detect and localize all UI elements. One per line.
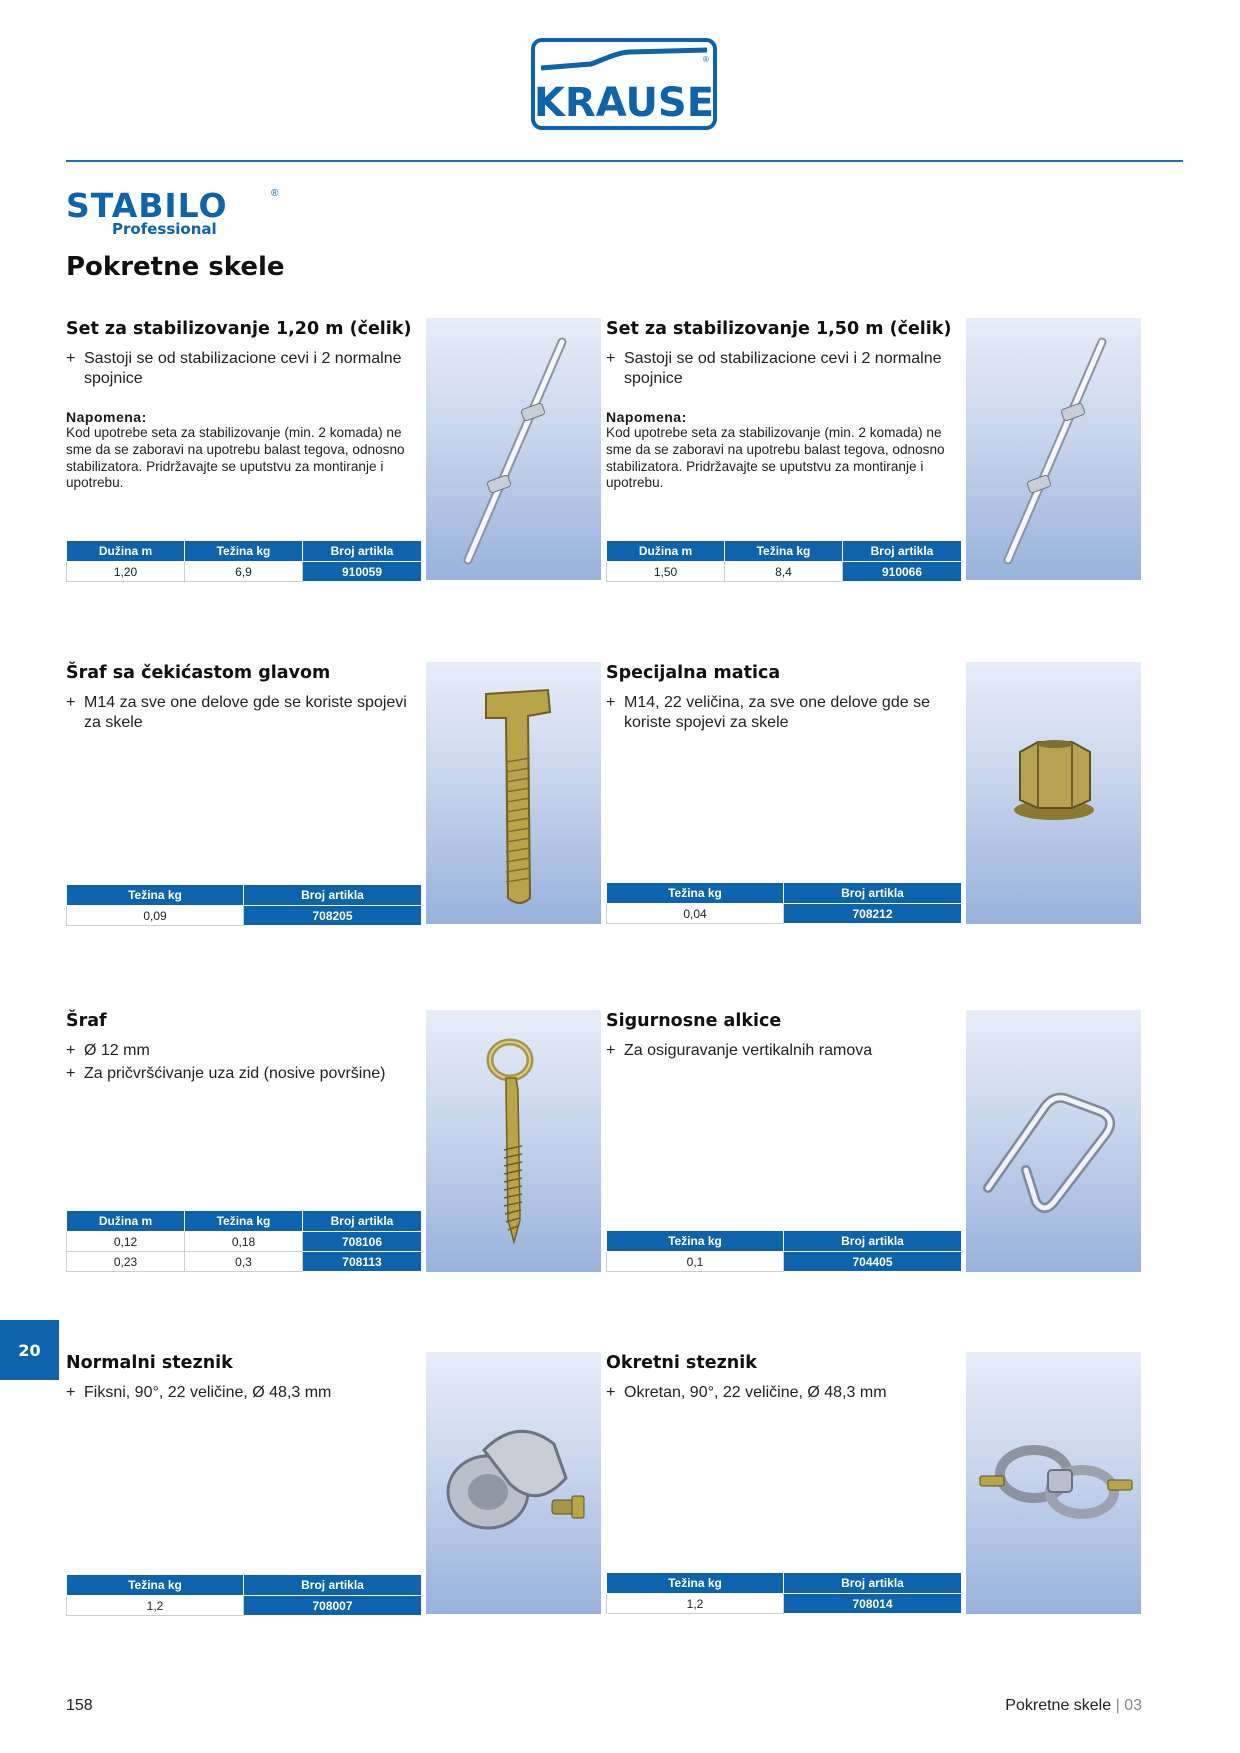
header-rule bbox=[66, 160, 1183, 162]
logo-text: KRAUSE bbox=[533, 80, 715, 126]
feature-item: + Sastoji se od stabilizacione cevi i 2 normalne spojnice bbox=[66, 350, 402, 387]
t-head-bolt-image bbox=[426, 662, 601, 924]
col-header-article: Broj artikla bbox=[244, 885, 422, 906]
feature-item: + M14 za sve one delove gde se koriste spojevi za skele bbox=[66, 694, 407, 731]
spec-table bbox=[66, 540, 422, 582]
footer-separator: | bbox=[1115, 1697, 1120, 1714]
table-row bbox=[607, 1252, 962, 1272]
cell-weight: 0,18 bbox=[185, 1232, 303, 1252]
cell-weight: 0,3 bbox=[185, 1252, 303, 1272]
feature-item: + Za pričvršćivanje uza zid (nosive površine) bbox=[66, 1065, 386, 1082]
feature-item: + Sastoji se od stabilizacione cevi i 2 normalne spojnice bbox=[606, 350, 942, 387]
col-header-article: Broj artikla bbox=[303, 1211, 422, 1232]
table-row bbox=[67, 906, 422, 926]
note-title: Napomena: bbox=[606, 409, 687, 425]
note-title: Napomena: bbox=[66, 409, 147, 425]
feature-item: + Za osiguravanje vertikalnih ramova bbox=[606, 1042, 873, 1059]
spec-table bbox=[606, 1230, 962, 1272]
product-fixed-coupler bbox=[66, 1352, 606, 1614]
page-title: Pokretne skele bbox=[66, 252, 285, 282]
product-title: Set za stabilizovanje 1,20 m (čelik) bbox=[66, 319, 412, 339]
note-text: Kod upotrebe seta za stabilizovanje (min. 2 komada) ne sme da se zaboravi na upotrebu balast tegova, odnosno stabilizatora. Pridržavajte se uputstvu za montiranje i upotrebu. bbox=[606, 425, 945, 491]
col-header-weight: Težina kg bbox=[725, 541, 843, 562]
product-text bbox=[606, 1010, 961, 1064]
safety-clip-image bbox=[966, 1010, 1141, 1272]
table-row bbox=[67, 1232, 422, 1252]
hex-nut-image bbox=[966, 662, 1141, 924]
cell-weight: 1,2 bbox=[67, 1596, 244, 1616]
product-swivel-coupler bbox=[606, 1352, 1146, 1614]
product-title: Šraf bbox=[66, 1011, 107, 1031]
cell-weight: 1,2 bbox=[607, 1594, 784, 1614]
brand-registered-mark: ® bbox=[271, 188, 279, 199]
spec-table bbox=[606, 882, 962, 924]
footer-section bbox=[1005, 1697, 1142, 1715]
krause-logo bbox=[531, 38, 717, 130]
product-text bbox=[66, 318, 421, 492]
product-stabilizer-set-120 bbox=[66, 318, 606, 580]
cell-article-number: 910059 bbox=[303, 562, 422, 582]
col-header-weight: Težina kg bbox=[185, 1211, 303, 1232]
product-title: Sigurnosne alkice bbox=[606, 1011, 782, 1031]
product-title: Normalni steznik bbox=[66, 1353, 233, 1373]
note-text: Kod upotrebe seta za stabilizovanje (min. 2 komada) ne sme da se zaboravi na upotrebu balast tegova, odnosno stabilizatora. Pridržavajte se uputstvu za montiranje i upotrebu. bbox=[66, 425, 405, 491]
footer-section-name: Pokretne skele bbox=[1005, 1697, 1112, 1714]
col-header-weight: Težina kg bbox=[607, 1573, 784, 1594]
cell-article-number: 708205 bbox=[244, 906, 422, 926]
table-row bbox=[67, 1252, 422, 1272]
col-header-article: Broj artikla bbox=[784, 883, 962, 904]
swivel-coupler-image bbox=[966, 1352, 1141, 1614]
stabilizer-tube-image bbox=[966, 318, 1141, 580]
product-stabilizer-set-150 bbox=[606, 318, 1146, 580]
spec-table bbox=[66, 884, 422, 926]
product-text bbox=[66, 1010, 421, 1087]
col-header-weight: Težina kg bbox=[67, 885, 244, 906]
cell-length: 0,12 bbox=[67, 1232, 185, 1252]
col-header-article: Broj artikla bbox=[843, 541, 962, 562]
product-title: Okretni steznik bbox=[606, 1353, 757, 1373]
product-safety-clip bbox=[606, 1010, 1146, 1272]
product-text bbox=[66, 1352, 421, 1406]
spec-table bbox=[606, 540, 962, 582]
product-title: Šraf sa čekićastom glavom bbox=[66, 663, 331, 683]
product-text bbox=[606, 1352, 961, 1406]
brand-subtitle: Professional bbox=[112, 220, 217, 238]
feature-item: + Fiksni, 90°, 22 veličine, Ø 48,3 mm bbox=[66, 1384, 332, 1401]
table-row bbox=[607, 1594, 962, 1614]
product-text bbox=[66, 662, 421, 736]
spec-table bbox=[606, 1572, 962, 1614]
fixed-coupler-image bbox=[426, 1352, 601, 1614]
col-header-length: Dužina m bbox=[607, 541, 725, 562]
product-title: Specijalna matica bbox=[606, 663, 781, 683]
col-header-article: Broj artikla bbox=[303, 541, 422, 562]
cell-article-number: 708014 bbox=[784, 1594, 962, 1614]
spec-table bbox=[66, 1574, 422, 1616]
cell-article-number: 708007 bbox=[244, 1596, 422, 1616]
col-header-weight: Težina kg bbox=[185, 541, 303, 562]
product-text bbox=[606, 662, 961, 736]
brand-name: STABILO bbox=[66, 186, 228, 225]
cell-weight: 0,04 bbox=[607, 904, 784, 924]
cell-length: 1,50 bbox=[607, 562, 725, 582]
table-row bbox=[607, 904, 962, 924]
col-header-length: Dužina m bbox=[67, 541, 185, 562]
cell-weight: 0,09 bbox=[67, 906, 244, 926]
product-t-head-bolt bbox=[66, 662, 606, 924]
table-row bbox=[607, 562, 962, 582]
cell-weight: 6,9 bbox=[185, 562, 303, 582]
footer-page-number: 158 bbox=[66, 1697, 93, 1714]
product-special-nut bbox=[606, 662, 1146, 924]
chapter-tab: 20 bbox=[0, 1320, 59, 1380]
cell-article-number: 708212 bbox=[784, 904, 962, 924]
cell-article-number: 704405 bbox=[784, 1252, 962, 1272]
spec-table bbox=[66, 1210, 422, 1272]
col-header-article: Broj artikla bbox=[784, 1231, 962, 1252]
table-row bbox=[67, 562, 422, 582]
stabilo-brand bbox=[66, 186, 326, 238]
feature-item: + M14, 22 veličina, za sve one delove gde se koriste spojevi za skele bbox=[606, 694, 930, 731]
eye-screw-image bbox=[426, 1010, 601, 1272]
col-header-article: Broj artikla bbox=[244, 1575, 422, 1596]
footer-section-number: 03 bbox=[1124, 1697, 1142, 1714]
col-header-article: Broj artikla bbox=[784, 1573, 962, 1594]
cell-article-number: 910066 bbox=[843, 562, 962, 582]
feature-item: + Okretan, 90°, 22 veličine, Ø 48,3 mm bbox=[606, 1384, 887, 1401]
col-header-weight: Težina kg bbox=[607, 883, 784, 904]
product-text bbox=[606, 318, 961, 492]
cell-length: 1,20 bbox=[67, 562, 185, 582]
cell-weight: 0,1 bbox=[607, 1252, 784, 1272]
cell-length: 0,23 bbox=[67, 1252, 185, 1272]
svg-text:®: ® bbox=[703, 55, 709, 64]
col-header-length: Dužina m bbox=[67, 1211, 185, 1232]
col-header-weight: Težina kg bbox=[67, 1575, 244, 1596]
product-eye-screw bbox=[66, 1010, 606, 1272]
cell-article-number: 708106 bbox=[303, 1232, 422, 1252]
stabilizer-tube-image bbox=[426, 318, 601, 580]
cell-weight: 8,4 bbox=[725, 562, 843, 582]
col-header-weight: Težina kg bbox=[607, 1231, 784, 1252]
cell-article-number: 708113 bbox=[303, 1252, 422, 1272]
product-title: Set za stabilizovanje 1,50 m (čelik) bbox=[606, 319, 952, 339]
table-row bbox=[67, 1596, 422, 1616]
feature-item: + Ø 12 mm bbox=[66, 1042, 150, 1059]
